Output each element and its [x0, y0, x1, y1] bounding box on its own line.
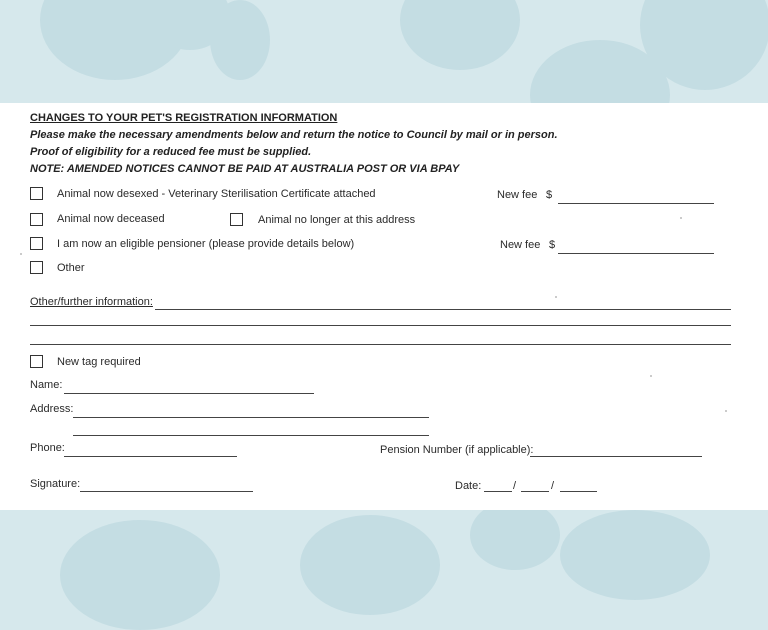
scan-speck: [680, 217, 682, 219]
address-field-line2[interactable]: [73, 435, 429, 436]
no-longer-at-address-label: Animal no longer at this address: [258, 214, 416, 226]
phone-field[interactable]: [64, 456, 237, 457]
paw-print-decoration: [60, 520, 220, 630]
name-field[interactable]: [64, 393, 314, 394]
date-separator: /: [513, 480, 517, 492]
other-label: Other: [57, 262, 85, 274]
deceased-checkbox[interactable]: [30, 213, 43, 226]
other-checkbox[interactable]: [30, 261, 43, 274]
address-label: Address:: [30, 403, 74, 415]
name-label: Name:: [30, 379, 63, 391]
new-fee-label: New fee: [500, 239, 541, 251]
pensioner-label: I am now an eligible pensioner (please provide details below): [57, 238, 355, 250]
instruction-line: NOTE: AMENDED NOTICES CANNOT BE PAID AT AUSTRALIA POST OR VIA BPAY: [30, 163, 460, 175]
other-info-label: Other/further information:: [30, 296, 153, 308]
instruction-line: Please make the necessary amendments below and return the notice to Council by mail or in person.: [30, 129, 558, 141]
no-longer-at-address-checkbox[interactable]: [230, 213, 243, 226]
paw-print-decoration: [470, 500, 560, 570]
currency-symbol: $: [549, 239, 556, 251]
pensioner-checkbox[interactable]: [30, 237, 43, 250]
new-tag-label: New tag required: [57, 356, 141, 368]
pension-number-field[interactable]: [530, 456, 702, 457]
date-separator: /: [551, 480, 555, 492]
new-tag-checkbox[interactable]: [30, 355, 43, 368]
date-year-field[interactable]: [560, 491, 597, 492]
currency-symbol: $: [546, 189, 553, 201]
pensioner-fee-field[interactable]: [558, 253, 714, 254]
new-fee-label: New fee: [497, 189, 538, 201]
address-field[interactable]: [73, 417, 429, 418]
new-fee-field[interactable]: [558, 203, 714, 204]
paw-print-decoration: [400, 0, 520, 70]
paw-print-decoration: [210, 0, 270, 80]
pension-number-label: Pension Number (if applicable):: [380, 444, 534, 456]
deceased-label: Animal now deceased: [57, 213, 165, 225]
scan-speck: [725, 410, 727, 412]
paw-print-decoration: [560, 510, 710, 600]
registration-changes-form: [0, 103, 768, 510]
signature-field[interactable]: [80, 491, 253, 492]
other-info-line[interactable]: [155, 309, 731, 310]
desexed-checkbox[interactable]: [30, 187, 43, 200]
form-title: CHANGES TO YOUR PET'S REGISTRATION INFORMATION: [30, 112, 338, 124]
phone-label: Phone:: [30, 442, 65, 454]
other-info-line[interactable]: [30, 344, 731, 345]
paw-print-decoration: [300, 515, 440, 615]
desexed-label: Animal now desexed - Veterinary Sterilisation Certificate attached: [57, 188, 376, 200]
date-month-field[interactable]: [521, 491, 549, 492]
scan-speck: [20, 253, 22, 255]
signature-label: Signature:: [30, 478, 81, 490]
date-label: Date:: [455, 480, 482, 492]
date-day-field[interactable]: [484, 491, 512, 492]
scan-speck: [650, 375, 652, 377]
instruction-line: Proof of eligibility for a reduced fee must be supplied.: [30, 146, 312, 158]
scan-speck: [555, 296, 557, 298]
other-info-line[interactable]: [30, 325, 731, 326]
